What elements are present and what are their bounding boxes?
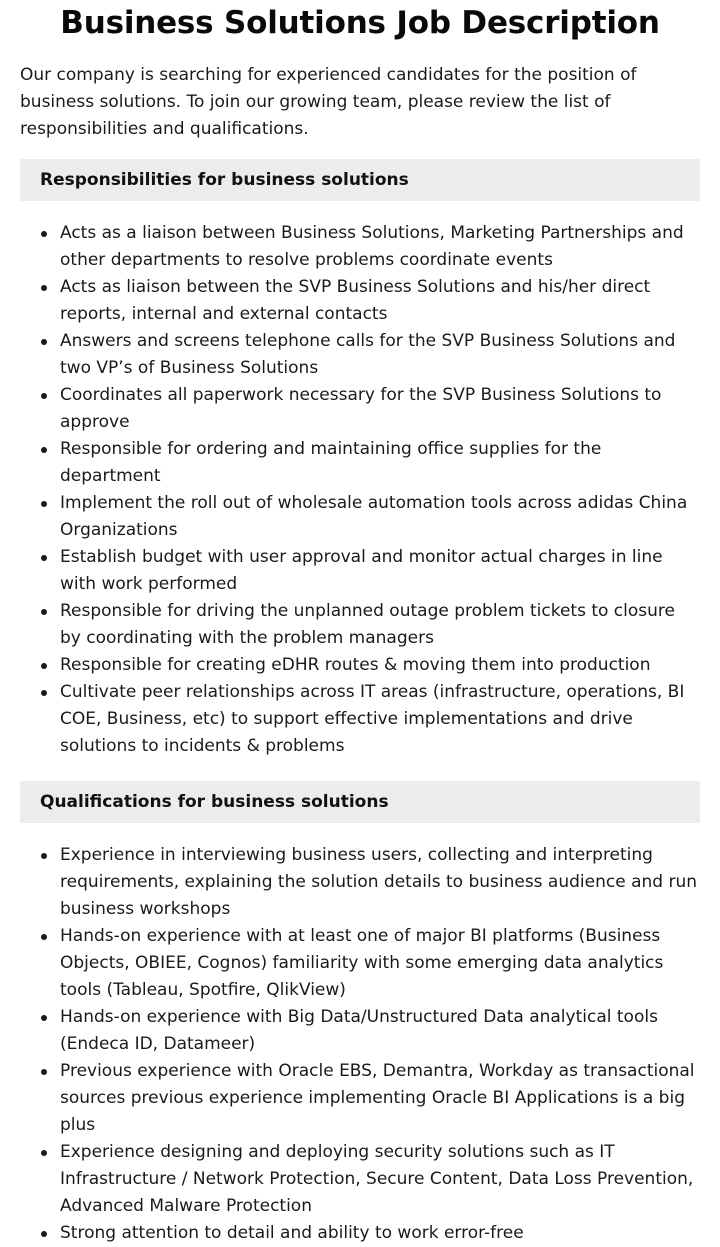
list-item: Responsible for ordering and maintaining office supplies for the department [60, 436, 700, 490]
list-item: Previous experience with Oracle EBS, Demantra, Workday as transactional sources previous experience implementing Oracle BI Applications is a big plus [60, 1058, 700, 1139]
list-item: Acts as liaison between the SVP Business Solutions and his/her direct reports, internal and external contacts [60, 274, 700, 328]
list-item: Hands-on experience with Big Data/Unstructured Data analytical tools (Endeca ID, Datameer) [60, 1004, 700, 1058]
list-item: Implement the roll out of wholesale automation tools across adidas China Organizations [60, 490, 700, 544]
list-item: Experience in interviewing business users, collecting and interpreting requirements, explaining the solution details to business audience and run business workshops [60, 842, 700, 923]
qualifications-header: Qualifications for business solutions [20, 781, 700, 823]
list-item: Coordinates all paperwork necessary for the SVP Business Solutions to approve [60, 382, 700, 436]
list-item: Hands-on experience with at least one of major BI platforms (Business Objects, OBIEE, Cognos) familiarity with some emerging data analytics tools (Tableau, Spotfire, QlikView) [60, 923, 700, 1004]
list-item: Strong attention to detail and ability to work error-free [60, 1220, 700, 1247]
list-item: Responsible for creating eDHR routes & moving them into production [60, 652, 700, 679]
list-item: Cultivate peer relationships across IT areas (infrastructure, operations, BI COE, Business, etc) to support effective implementations and drive solutions to incidents & problems [60, 679, 700, 760]
responsibilities-header: Responsibilities for business solutions [20, 159, 700, 201]
page-title: Business Solutions Job Description [60, 5, 660, 41]
list-item: Experience designing and deploying security solutions such as IT Infrastructure / Network Protection, Secure Content, Data Loss Prevention, Advanced Malware Protection [60, 1139, 700, 1220]
list-item: Acts as a liaison between Business Solutions, Marketing Partnerships and other departments to resolve problems coordinate events [60, 220, 700, 274]
list-item: Responsible for driving the unplanned outage problem tickets to closure by coordinating with the problem managers [60, 598, 700, 652]
qualifications-list [20, 842, 700, 1247]
list-item: Answers and screens telephone calls for the SVP Business Solutions and two VP’s of Business Solutions [60, 328, 700, 382]
list-item: Establish budget with user approval and monitor actual charges in line with work performed [60, 544, 700, 598]
intro-paragraph: Our company is searching for experienced candidates for the position of business solutions. To join our growing team, please review the list of responsibilities and qualifications. [20, 65, 637, 139]
responsibilities-list [20, 220, 700, 760]
